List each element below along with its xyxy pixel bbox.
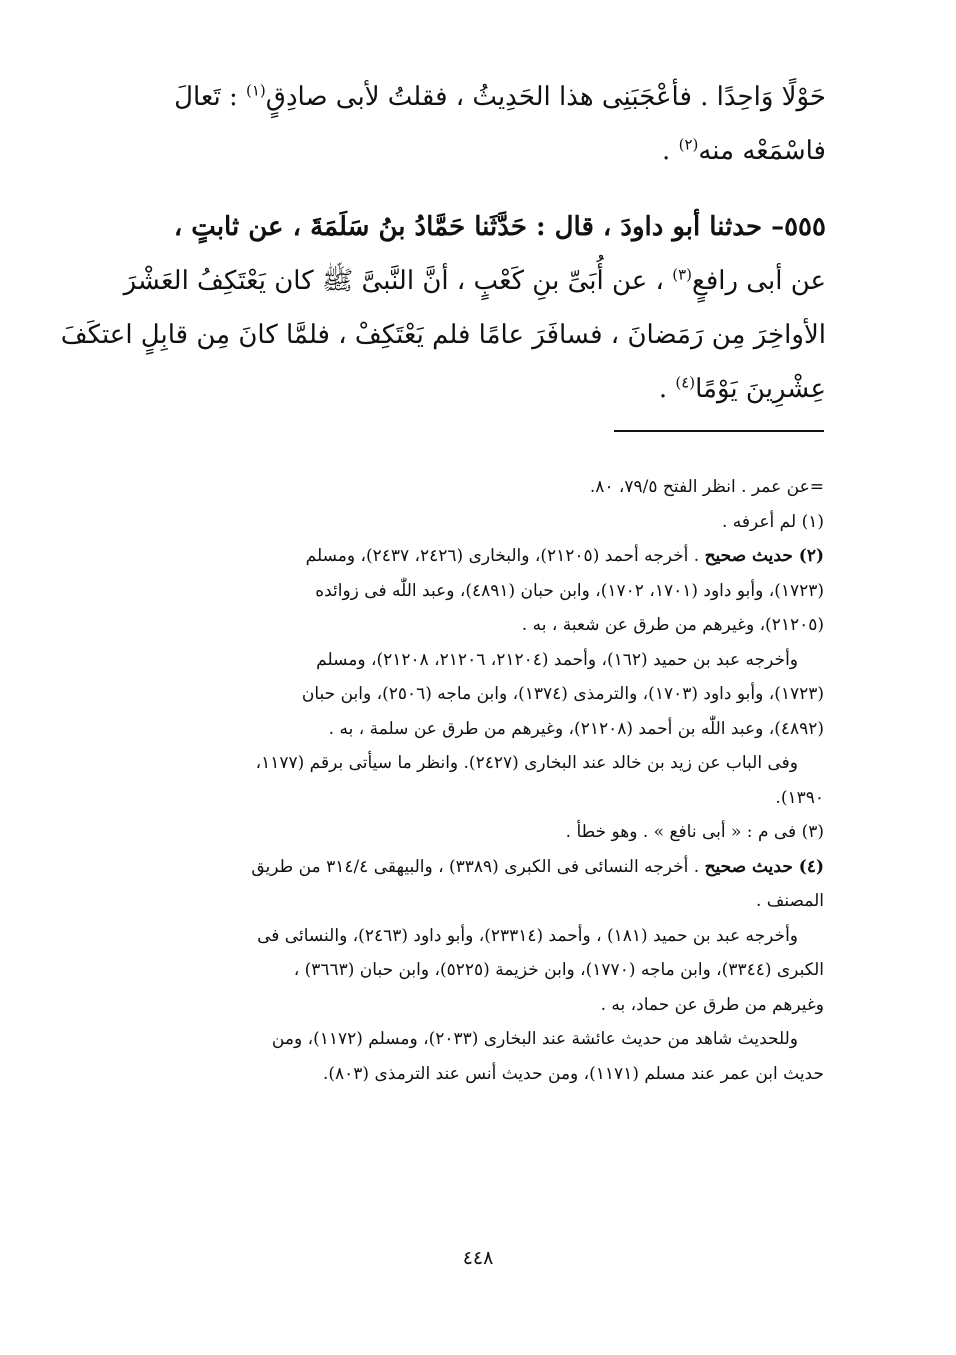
footnote-3: (٣) فى م : « أبى نافع » . وهو خطأ .	[565, 822, 824, 842]
footnote-4b-line-1: وأخرجه عبد بن حميد (١٨١) ، وأحمد (٢٣٣١٤)، وأبو داود (٢٤٦٣)، والنسائى فى	[257, 925, 798, 946]
footnote-ref-3[interactable]: (٣)	[672, 265, 692, 284]
footnote-label: (٢) حديث صحيح	[704, 546, 824, 566]
main-text-segment: : تَعالَ	[174, 82, 246, 112]
footnote-separator	[614, 430, 824, 432]
main-line-4	[116, 254, 826, 308]
footnote-2-line-2: (١٧٢٣)، وأبو داود (١٧٠١، ١٧٠٢)، وابن حبان (٤٨٩١)، وعبد اللّٰه فى زوائده	[315, 580, 824, 601]
main-text-segment: عن أبى رافعٍ	[691, 266, 826, 296]
main-line-5	[60, 308, 826, 362]
footnote-2-line-1	[116, 539, 824, 574]
page-number: ٤٤٨	[462, 1247, 494, 1269]
hadith-number: ٥٥٥–	[771, 212, 826, 242]
main-text-segment: .	[658, 374, 676, 404]
footnote-2c-line-1: وفى الباب عن زيد بن خالد عند البخارى (٢٤٢٧). وانظر ما سيأتى برقم (١١٧٧،	[255, 753, 798, 773]
main-line-3	[116, 200, 826, 254]
footnote-2b-line-3: (٤٨٩٢)، وعبد اللّٰه بن أحمد (٢١٢٠٨)، وغيرهم من طرق عن سلمة ، به .	[328, 718, 824, 739]
main-text-segment: حدثنا أبو داودَ ، قال : حَدَّثَنا حَمَّادُ بنُ سَلَمَةَ ، عن ثابتٍ ،	[173, 212, 772, 242]
footnote-ref-1[interactable]: (١)	[245, 81, 266, 100]
main-text-segment: عِشْرِينَ يَوْمًا	[695, 374, 826, 404]
footnote-2b-line-1: وأخرجه عبد بن حميد (١٦٢)، وأحمد (٢١٢٠٤، ٢١٢٠٦، ٢١٢٠٨)، ومسلم	[316, 649, 798, 670]
footnote-4b-line-3: وغيرهم من طرق عن حماد، به .	[600, 994, 824, 1015]
main-line-6	[116, 362, 826, 416]
main-text	[60, 70, 826, 416]
footnote-4c-line-1: وللحديث شاهد من حديث عائشة عند البخارى (٢٠٣٣)، ومسلم (١١٧٢)، ومن	[271, 1029, 798, 1049]
footnote-2-line-3: (٢١٢٠٥)، وغيرهم من طرق عن شعبة ، به .	[521, 615, 824, 635]
footnote-text: . أخرجه النسائى فى الكبرى (٣٣٨٩) ، والبيهقى ٣١٤/٤ من طريق	[251, 856, 700, 877]
footnote-label: (٤) حديث صحيح	[704, 856, 824, 877]
main-line-2	[116, 124, 826, 178]
main-text-segment: .	[662, 136, 679, 166]
main-line-1	[116, 70, 826, 124]
footnote-ref-2[interactable]: (٢)	[678, 135, 699, 154]
footnote-4-line-2: المصنف .	[755, 891, 824, 911]
main-text-segment: ، عن أُبَىِّ بنِ كَعْبٍ ، أنَّ النَّبىَّ ﷺ كان يَعْتَكِفُ العَشْرَ	[123, 266, 673, 296]
footnote-2c-line-2: ١٣٩٠).	[775, 787, 824, 808]
main-text-segment: الأواخِرَ مِن رَمَضانَ ، فسافَرَ عامًا فلم يَعْتَكِفْ ، فلمَّا كانَ مِن قابِلٍ اعتكَفَ	[60, 320, 826, 350]
main-text-segment: فاسْمَعْه منه	[698, 136, 826, 166]
footnote-4b-line-2: الكبرى (٣٣٤٤)، وابن ماجه (١٧٧٠)، وابن خزيمة (٥٢٢٥)، وابن حبان (٣٦٦٣) ،	[293, 960, 824, 980]
hadith-555	[60, 200, 826, 416]
footnote-continuation: =عن عمر . انظر الفتح ٧٩/٥، ٨٠.	[589, 477, 824, 497]
footnote-ref-4[interactable]: (٤)	[675, 373, 696, 392]
footnote-4-line-1	[116, 850, 824, 885]
footnote-text: . أخرجه أحمد (٢١٢٠٥)، والبخارى (٢٤٢٦، ٢٤٣٧)، ومسلم	[305, 546, 700, 566]
main-text-segment: حَوْلًا وَاحِدًا . فأعْجَبَنِى هذا الحَدِيثُ ، فقلتُ لأبى صادِقٍ	[265, 82, 826, 112]
footnotes	[116, 470, 824, 1091]
footnote-4c-line-2: حديث ابن عمر عند مسلم (١١٧١)، ومن حديث أنس عند الترمذى (٨٠٣).	[322, 1063, 824, 1084]
footnote-1: (١) لم أعرفه .	[721, 511, 824, 532]
footnote-2b-line-2: (١٧٢٣)، وأبو داود (١٧٠٣)، والترمذى (١٣٧٤)، وابن ماجه (٢٥٠٦)، وابن حبان	[301, 684, 824, 704]
